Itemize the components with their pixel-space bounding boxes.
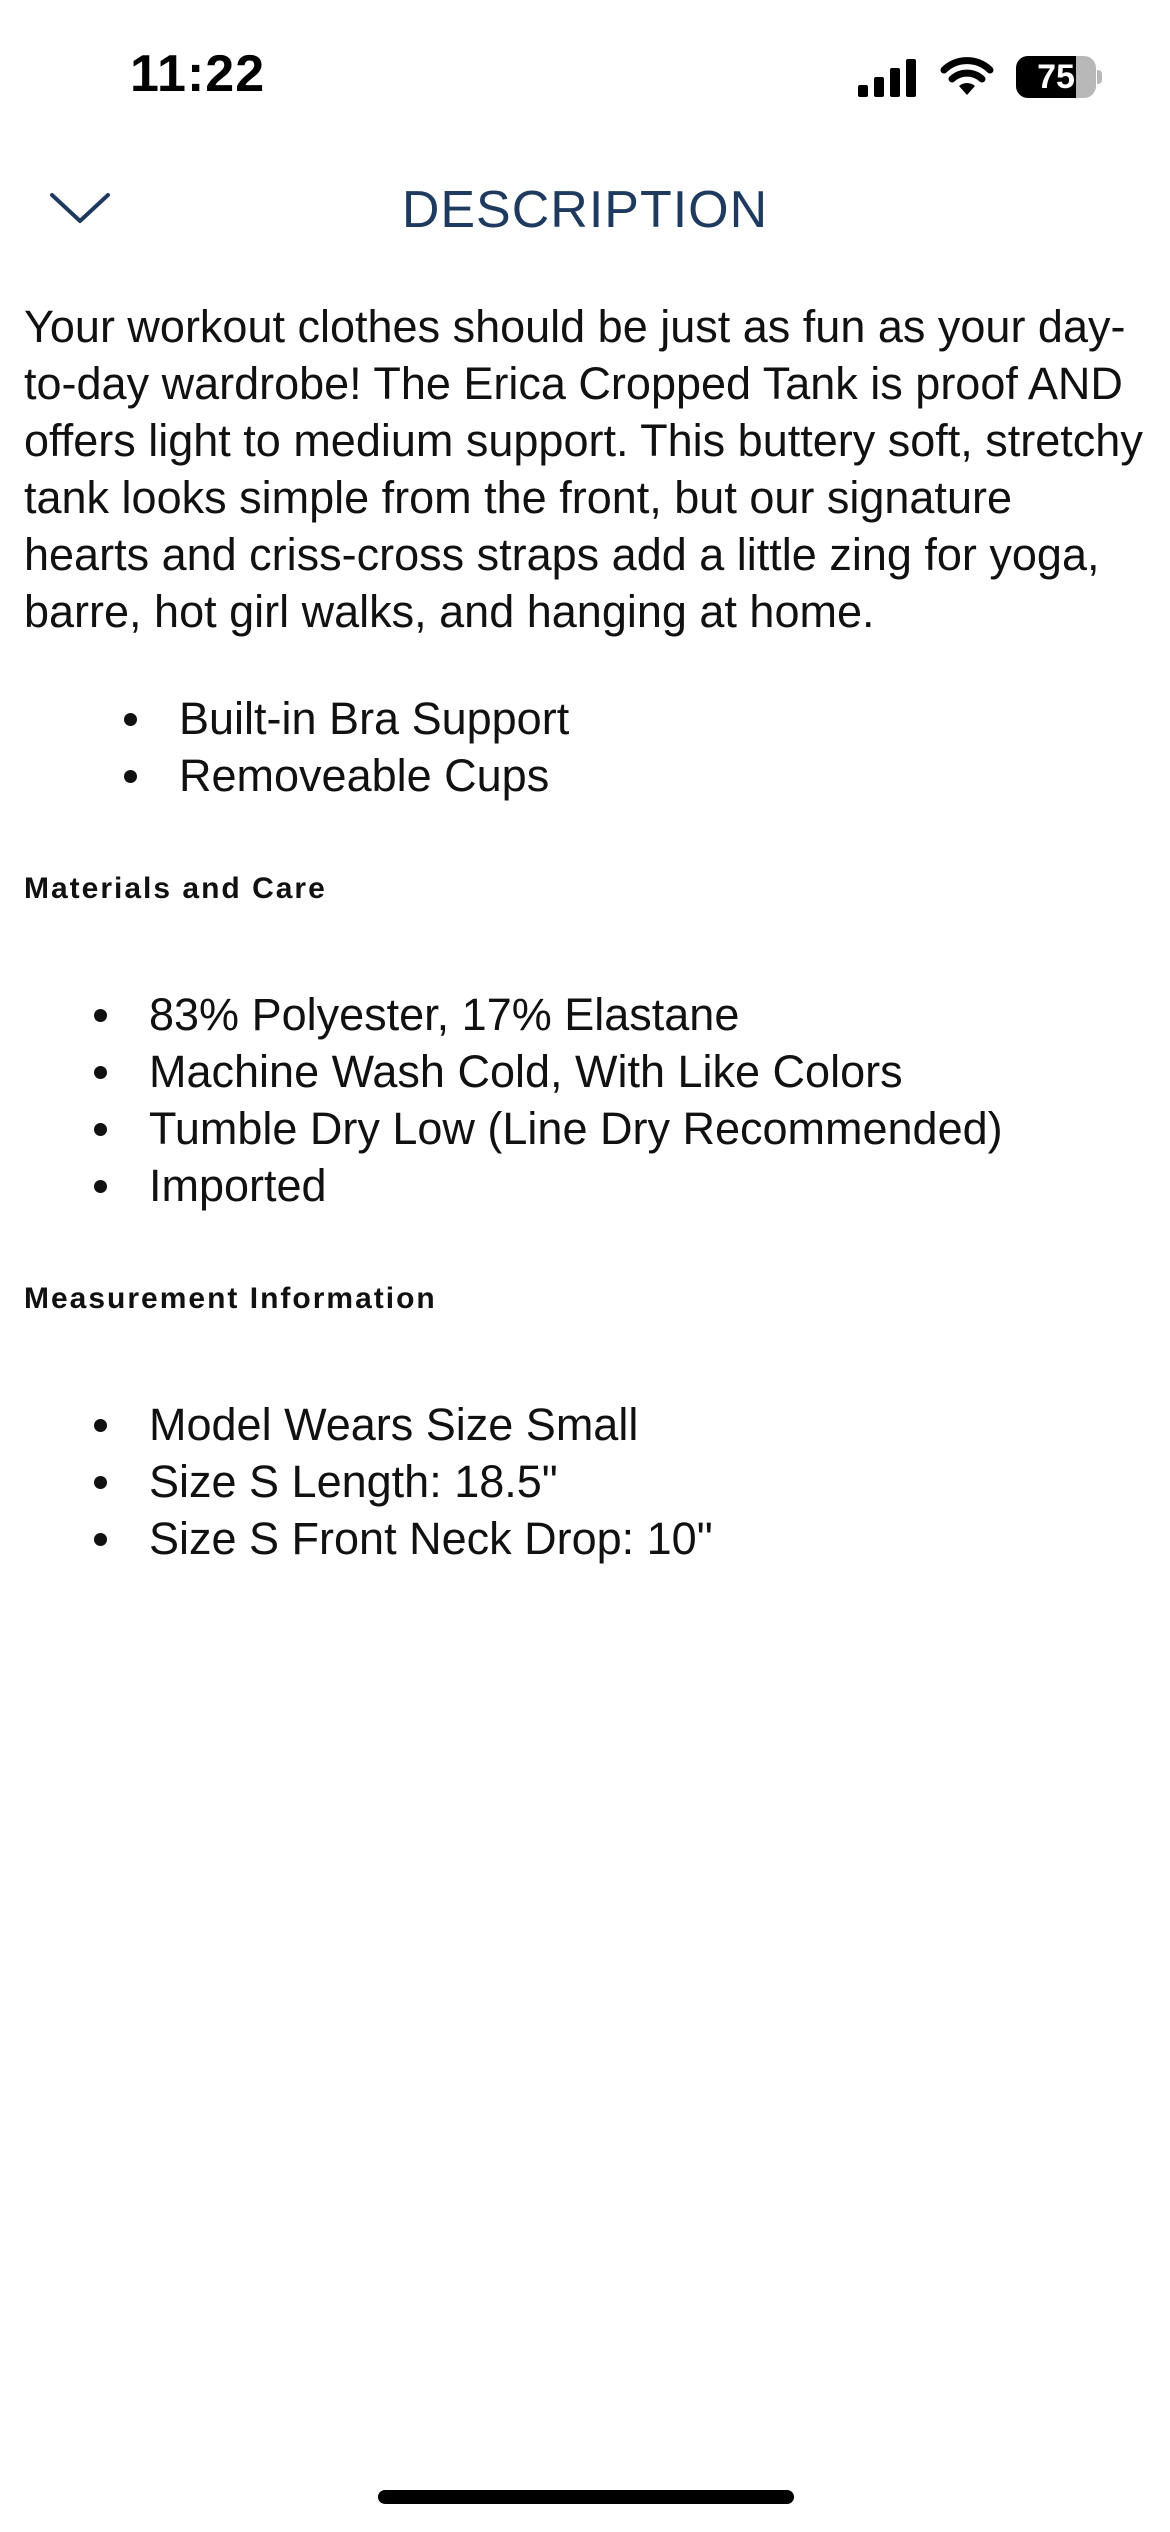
description-text: Your workout clothes should be just as fun as your day-to-day wardrobe! The Erica Cropped Tank is proof AND offers light to medium support. This buttery soft, stretchy tank looks simple from the front, but our signature hearts and criss-cross straps add a little zing for yoga, barre, hot girl walks, and hanging at home. — [24, 301, 1143, 637]
battery-level-label: 75 — [1037, 58, 1075, 96]
sheet-header — [0, 160, 1170, 260]
battery-icon — [1016, 56, 1102, 98]
measurement-list — [24, 1396, 1146, 1567]
page-title: DESCRIPTION — [401, 181, 769, 239]
signal-icon — [858, 57, 918, 97]
list-item: 83% Polyester, 17% Elastane — [94, 986, 1146, 1043]
home-indicator[interactable] — [378, 2490, 794, 2504]
list-item: Model Wears Size Small — [94, 1396, 1146, 1453]
list-item: Imported — [94, 1157, 1146, 1214]
list-item: Size S Length: 18.5" — [94, 1453, 1146, 1510]
wifi-icon — [940, 57, 994, 97]
materials-heading: Materials and Care — [24, 872, 327, 905]
list-item: Machine Wash Cold, With Like Colors — [94, 1043, 1146, 1100]
list-item: Built-in Bra Support — [124, 690, 1146, 747]
list-item: Size S Front Neck Drop: 10" — [94, 1510, 1146, 1567]
list-item: Removeable Cups — [124, 747, 1146, 804]
list-item: Tumble Dry Low (Line Dry Recommended) — [94, 1100, 1146, 1157]
status-bar — [0, 0, 1170, 150]
description-content — [24, 298, 1146, 1567]
measurement-heading: Measurement Information — [24, 1282, 437, 1315]
materials-list — [24, 986, 1146, 1214]
feature-list — [24, 690, 1146, 804]
status-icons — [858, 54, 1102, 100]
status-time: 11:22 — [130, 45, 266, 103]
